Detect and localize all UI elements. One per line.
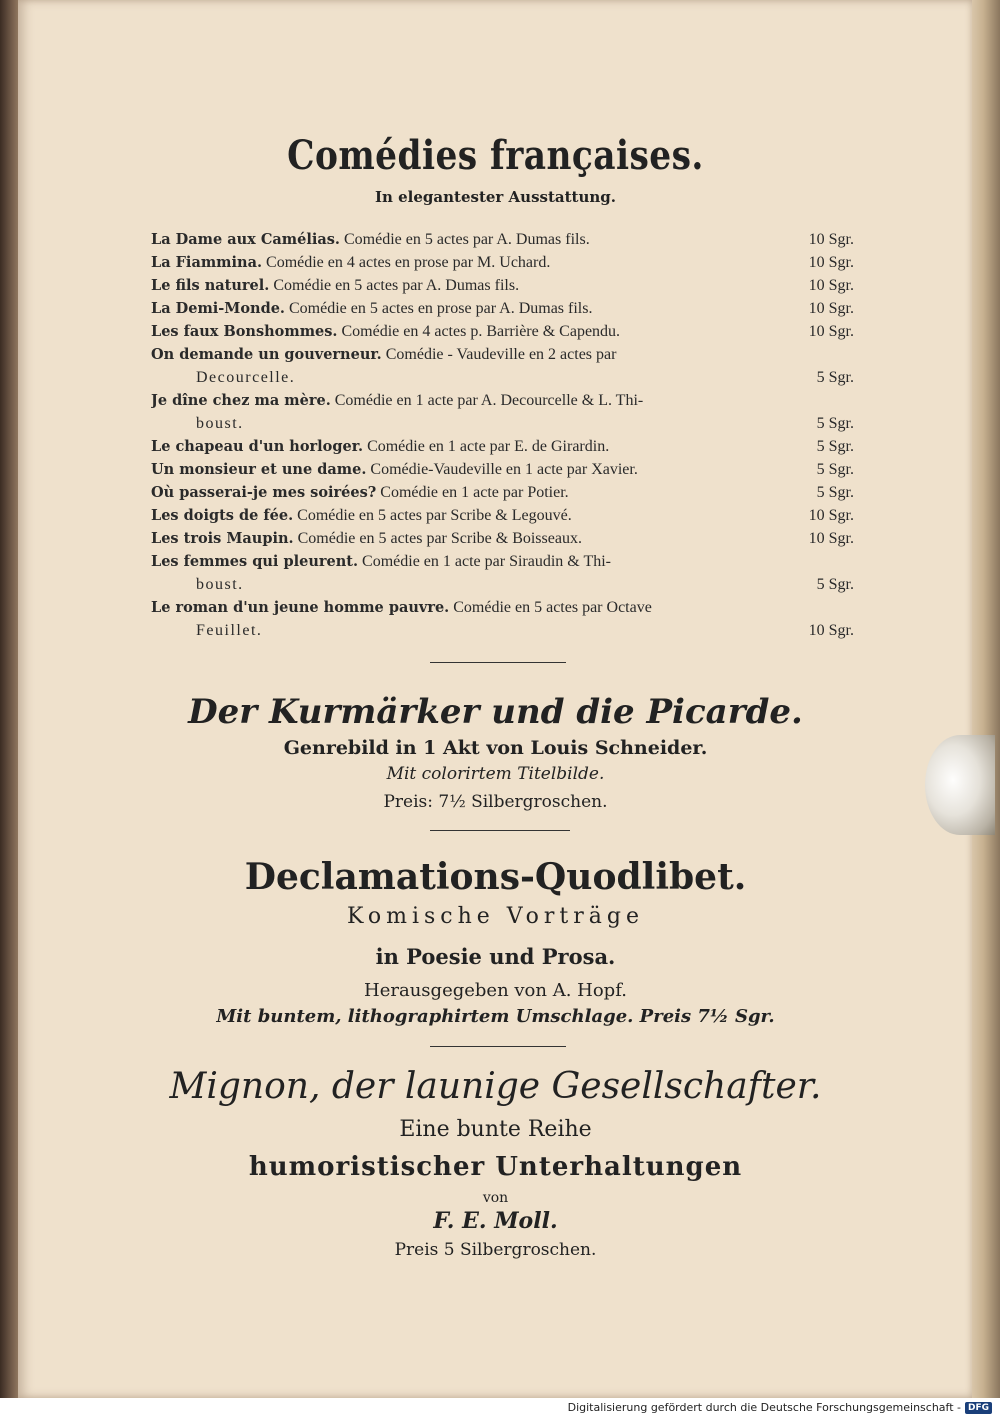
section-divider	[430, 662, 566, 663]
entry-price: 10 Sgr.	[808, 231, 854, 248]
list-item	[151, 251, 854, 274]
entry-title: Les femmes qui pleurent.	[151, 553, 359, 570]
entry-description: Comédie en 4 actes en prose par M. Uchard.	[266, 254, 551, 271]
list-item	[151, 573, 854, 596]
entry-price: 5 Sgr.	[816, 369, 854, 386]
list-item	[151, 596, 854, 619]
entry-description: Comédie en 1 acte par Potier.	[380, 484, 569, 501]
entry-text	[151, 550, 782, 573]
entry-title: Les faux Bonshommes.	[151, 323, 338, 340]
entry-price	[782, 596, 854, 619]
footer-strip	[0, 1398, 1000, 1421]
list-item	[151, 366, 854, 389]
entry-text	[151, 458, 782, 481]
entry-title: Les trois Maupin.	[151, 530, 294, 547]
entry-description: Comédie en 5 actes par A. Dumas fils.	[343, 231, 590, 248]
entry-description: Comédie en 5 actes par A. Dumas fils.	[273, 277, 520, 294]
mignon-line2: humoristischer Unterhaltungen	[248, 1152, 743, 1182]
quodlibet-title: Declamations-Quodlibet.	[244, 856, 747, 898]
entry-description: Decourcelle.	[196, 369, 296, 386]
list-item	[151, 527, 854, 550]
list-item	[151, 228, 854, 251]
entry-text	[151, 435, 782, 458]
page-edge	[972, 0, 1000, 1398]
entry-text	[151, 596, 782, 619]
entry-text	[151, 320, 782, 343]
quodlibet-line1: Komische Vorträge	[347, 904, 644, 929]
entry-description: Feuillet.	[196, 622, 263, 639]
entry-description: boust.	[196, 415, 244, 432]
entry-description: boust.	[196, 576, 244, 593]
entry-title: Le fils naturel.	[151, 277, 270, 294]
entry-description: Comédie en 5 actes en prose par A. Dumas fils.	[288, 300, 593, 317]
page-subtitle: In elegantester Ausstattung.	[374, 188, 617, 206]
entry-price: 5 Sgr.	[816, 461, 854, 478]
quodlibet-line2: in Poesie und Prosa.	[375, 944, 616, 969]
entry-price: 10 Sgr.	[808, 254, 854, 271]
mignon-title: Mignon, der launige Gesellschafter.	[169, 1066, 822, 1107]
entry-text	[151, 366, 782, 389]
entry-text	[151, 297, 782, 320]
entry-title: Le roman d'un jeune homme pauvre.	[151, 599, 450, 616]
entry-title: On demande un gouverneur.	[151, 346, 382, 363]
entry-price: 5 Sgr.	[816, 484, 854, 501]
list-item	[151, 389, 854, 412]
entry-text	[151, 527, 782, 550]
list-item	[151, 435, 854, 458]
entry-title: Le chapeau d'un horloger.	[151, 438, 364, 455]
page-title: Comédies françaises.	[287, 132, 704, 179]
entry-price: 5 Sgr.	[816, 576, 854, 593]
entry-price: 10 Sgr.	[808, 277, 854, 294]
entry-price: 5 Sgr.	[816, 415, 854, 432]
entry-text	[151, 251, 782, 274]
comedies-list	[151, 228, 854, 642]
entry-description: Comédie en 4 actes p. Barrière & Capendu.	[341, 323, 621, 340]
section-divider	[430, 1046, 566, 1047]
entry-text	[151, 573, 782, 596]
entry-price: 5 Sgr.	[816, 438, 854, 455]
kurmaerker-title: Der Kurmärker und die Picarde.	[188, 692, 803, 732]
entry-title: Je dîne chez ma mère.	[151, 392, 331, 409]
entry-title: Les doigts de fée.	[151, 507, 294, 524]
mignon-price: Preis 5 Silbergroschen.	[394, 1240, 597, 1260]
list-item	[151, 320, 854, 343]
page-clip-tab	[925, 735, 995, 835]
list-item	[151, 481, 854, 504]
entry-text	[151, 481, 782, 504]
entry-description: Comédie en 1 acte par Siraudin & Thi-	[362, 553, 611, 570]
entry-title: La Fiammina.	[151, 254, 263, 271]
entry-text	[151, 504, 782, 527]
entry-title: Un monsieur et une dame.	[151, 461, 367, 478]
kurmaerker-line2: Mit colorirtem Titelbilde.	[386, 764, 605, 784]
list-item	[151, 504, 854, 527]
list-item	[151, 550, 854, 573]
list-item	[151, 343, 854, 366]
quodlibet-price: Mit buntem, lithographirtem Umschlage. Preis 7½ Sgr.	[216, 1006, 775, 1027]
entry-description: Comédie-Vaudeville en 1 acte par Xavier.	[370, 461, 638, 478]
mignon-line3: von	[482, 1190, 509, 1206]
entry-description: Comédie en 5 actes par Scribe & Legouvé.	[297, 507, 572, 524]
entry-text	[151, 389, 782, 412]
entry-price	[782, 389, 854, 412]
entry-text	[151, 228, 782, 251]
list-item	[151, 458, 854, 481]
entry-description: Comédie en 5 actes par Scribe & Boisseaux.	[297, 530, 582, 547]
entry-title: La Dame aux Camélias.	[151, 231, 340, 248]
entry-price: 10 Sgr.	[808, 530, 854, 547]
entry-text	[151, 274, 782, 297]
entry-price: 10 Sgr.	[808, 622, 854, 639]
credit-text: Digitalisierung gefördert durch die Deutsche Forschungsgemeinschaft -	[567, 1401, 961, 1414]
entry-price	[782, 550, 854, 573]
list-item	[151, 297, 854, 320]
entry-description: Comédie - Vaudeville en 2 actes par	[385, 346, 617, 363]
entry-title: La Demi-Monde.	[151, 300, 285, 317]
entry-text	[151, 412, 782, 435]
entry-price: 10 Sgr.	[808, 323, 854, 340]
entry-price: 10 Sgr.	[808, 300, 854, 317]
entry-description: Comédie en 5 actes par Octave	[453, 599, 652, 616]
kurmaerker-line1: Genrebild in 1 Akt von Louis Schneider.	[283, 737, 708, 759]
kurmaerker-price: Preis: 7½ Silbergroschen.	[383, 792, 608, 812]
book-page	[18, 0, 973, 1398]
entry-description: Comédie en 1 acte par A. Decourcelle & L. Thi-	[334, 392, 644, 409]
entry-text	[151, 619, 782, 642]
quodlibet-editor: Herausgegeben von A. Hopf.	[364, 980, 627, 1001]
digitization-credit	[568, 1401, 992, 1414]
mignon-line1: Eine bunte Reihe	[399, 1117, 592, 1142]
list-item	[151, 619, 854, 642]
section-divider	[430, 830, 570, 831]
entry-price: 10 Sgr.	[808, 507, 854, 524]
entry-description: Comédie en 1 acte par E. de Girardin.	[367, 438, 610, 455]
dfg-logo: DFG	[965, 1402, 992, 1414]
entry-text	[151, 343, 782, 366]
mignon-author: F. E. Moll.	[433, 1208, 558, 1234]
entry-price	[782, 343, 854, 366]
entry-title: Où passerai-je mes soirées?	[151, 484, 377, 501]
list-item	[151, 274, 854, 297]
list-item	[151, 412, 854, 435]
